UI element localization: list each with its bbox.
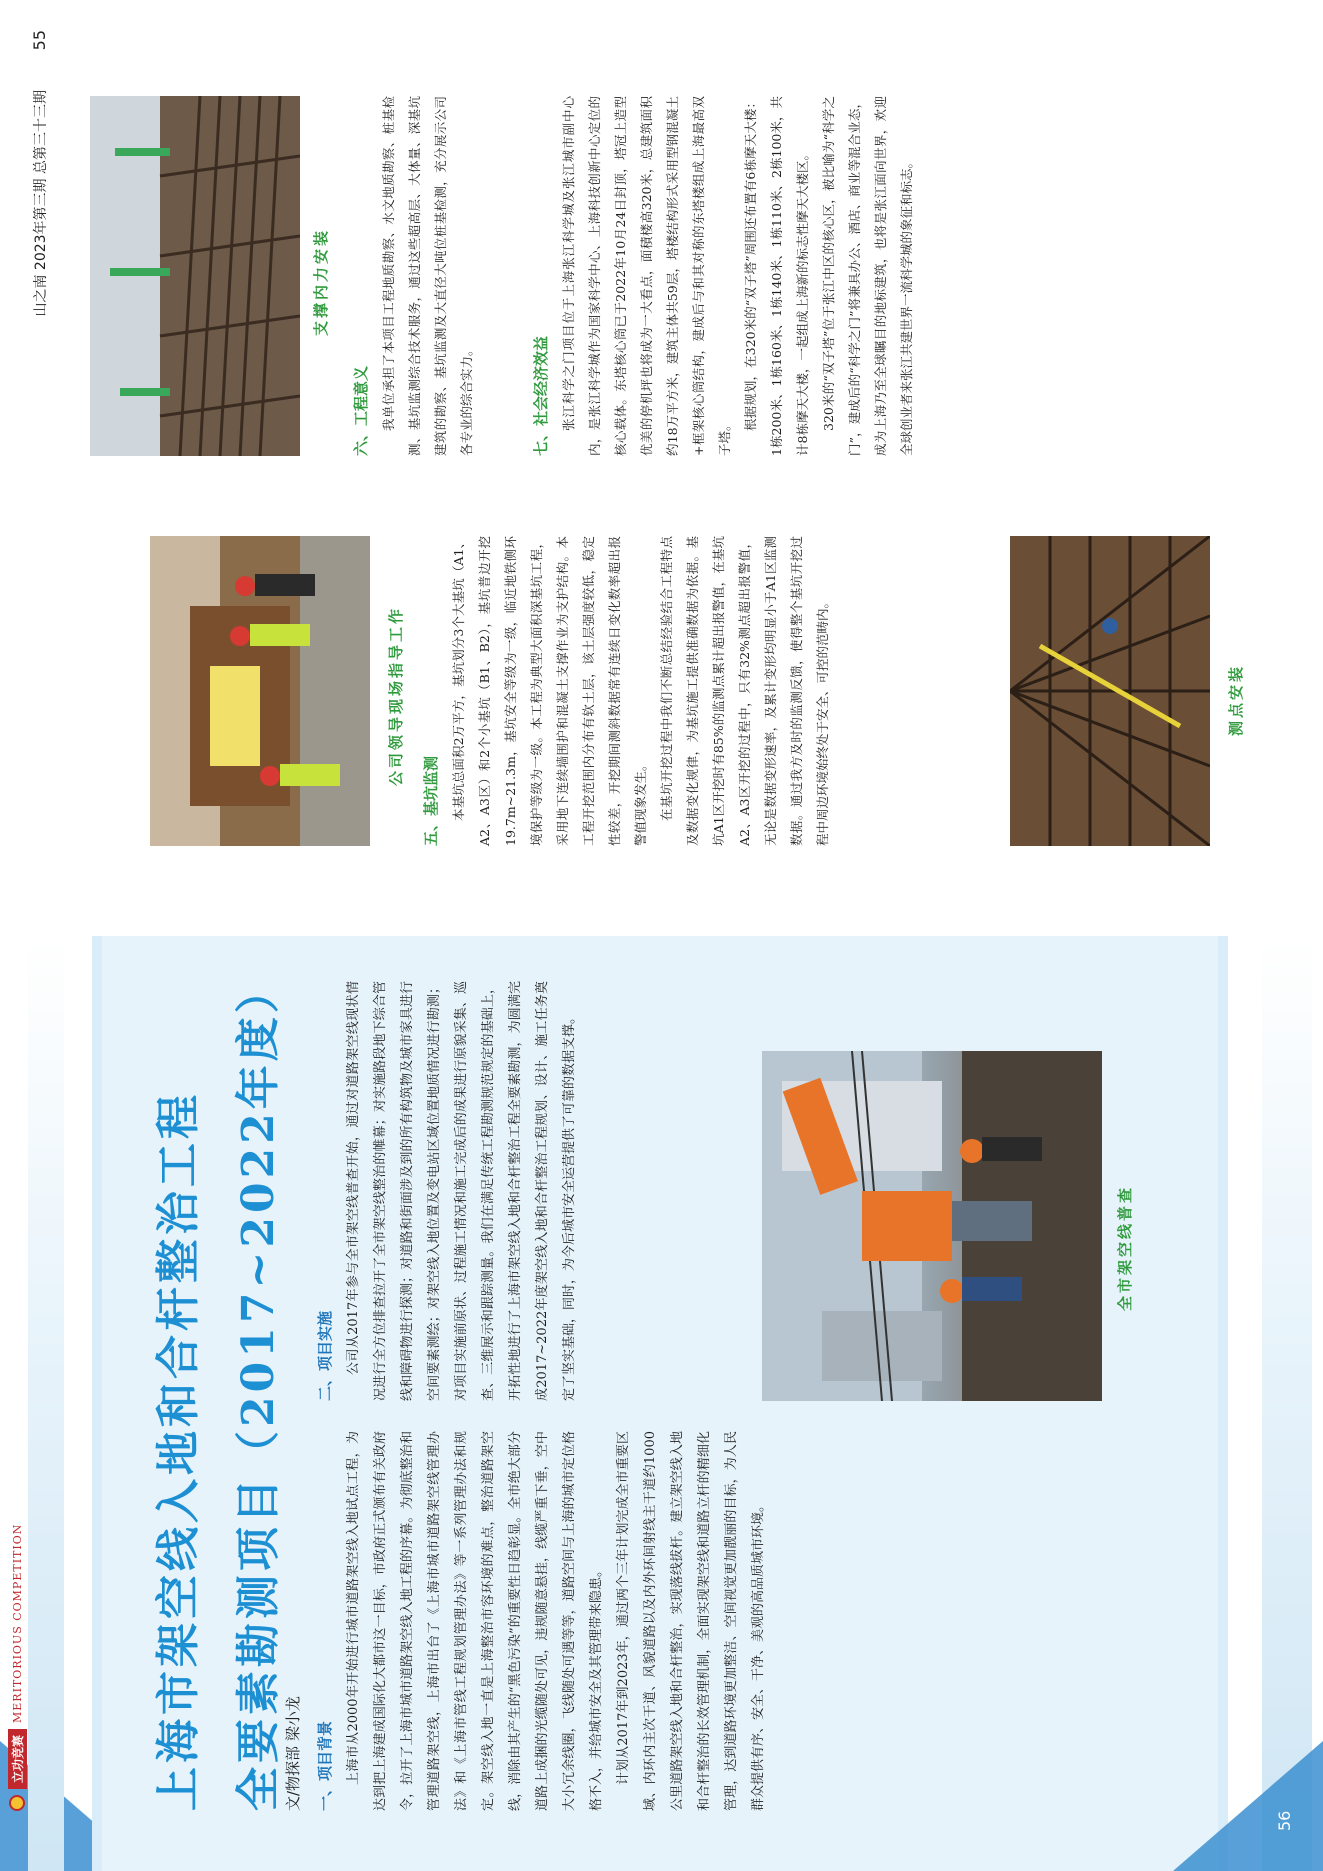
journal-header: 山之南 2023年第三期 总第三十三期	[33, 90, 49, 317]
author: 文/物探部 梁小龙	[284, 1696, 302, 1811]
section6-heading: 六、工程意义	[352, 365, 370, 456]
section5-paragraph: 在基坑开挖过程中我们不断总结经验结合工程特点及数据变化规律，为基坑施工提供准确数据为依据。基坑A1区开挖时有85%的监测点累计超出报警值，在基坑A2、A3区开挖的过程中，只有32%测点超出报警值，无论是数据变形速率，及累计变形均明显小于A1区监测数据。通过我方及时的监测反馈，使得整个基坑开挖过程中周边环境始终处于安全、可控的范畴内。	[659, 536, 830, 846]
section6-body	[376, 96, 480, 456]
decorative-band	[28, 936, 64, 1871]
section7-paragraph: 张江科学之门项目位于上海张江科学城及张江城市副中心内，是张江科学城作为国家科学中心、上海科技创新中心定位的核心载体。东塔核心筒已于2022年10月24日封顶，塔冠上造型优美的停机坪也将成为一大看点，面積楼高320米，总建筑面积约18万平方米，建筑主体共59层，塔楼结构形式采用型钢混凝土+框架核心筒结构，建成后与和其对称的东塔楼组成上海最高双子塔。	[561, 96, 732, 456]
section1-heading: 一、项目背景	[316, 1720, 334, 1811]
decorative-band	[92, 936, 102, 1871]
series-tag	[6, 1524, 28, 1811]
section6-paragraph: 我单位承担了本项目工程地质勘察、水文地质勘察、桩基检测、基坑监测综合技术服务，通过这些超高层、大体量、深基坑建筑的勘察、基坑监测及大直径大吨位桩基检测，充分展示公司各专业的综合实力。	[381, 96, 474, 456]
section2-paragraph: 公司从2017年参与全市架空线普查开始，通过对道路架空线现状情况进行全方位排查拉开了全市架空线整治的帷幕；对实施路段地下综合管线和障碍物进行探测；对道路和街面涉及到的所有构筑物及城市家具进行空间要素测绘；对架空线入地位置及变电站区域位置地质情况进行勘测；对项目实施前原状、过程施工情况和施工完成后的成果进行原貌采集、巡查、三维展示和跟踪测量。我们在满足传统工程勘测规范规定的基础上，开拓性地进行了上海市架空线入地和合杆整治工程全要素勘测，为圆满完成2017~2022年度架空线入地和合杆整治工程规划、设计、施工任务奠定了坚实基础，同时，为今后城市安全运营提供了可靠的数据支撑。	[346, 981, 577, 1401]
photo1-caption: 公司领导现场指导工作	[387, 605, 405, 786]
section7-paragraph: 根据规划，在320米的“双子塔”周围还布置有6栋摩天大楼：1栋200米、1栋160米、1栋140米、1栋110米、2栋100米，共计8栋摩天大楼，一起组成上海新的标志性摩天大楼区。	[743, 96, 810, 456]
section1-paragraph: 计划从2017年到2023年，通过两个三年计划完成全市重要区域、内环内主次干道、风貌道路以及内外环间射线主干道约1000公里道路架空线入地和合杆整治，实现落线拔杆。建立架空线入地和合杆整治的长效管理机制，全面实现架空线和道路立杆的精细化管理，达到道路环境更加整洁、空间视觉更加靓丽的目标，为人民群众提供有序、安全、干净、美观的高品质城市环境。	[616, 1431, 766, 1811]
decorative-band	[1262, 936, 1312, 1871]
article-title-block	[142, 965, 286, 1811]
section7-paragraph: 320米的“双子塔”位于张江中区的核心区，被比喻为“科学之门”，建成后的“科学之门”将兼具办公、酒店、商业等混合业态，成为上海乃至全球瞩目的地标建筑，也将是张江面向世界，欢迎全球创业者来张江共建世界一流科学城的象征和标志。	[821, 96, 914, 456]
photo-caption: 全市架空线普查	[1116, 1184, 1134, 1311]
left-page	[0, 936, 1323, 1871]
photo-illustration	[762, 1051, 1102, 1401]
photo-illustration	[150, 536, 370, 846]
section2-heading: 二、项目实施	[316, 1310, 334, 1401]
photo-measurement-point	[1010, 536, 1210, 846]
photo-support-installation	[90, 96, 300, 456]
photo3-caption: 测点安装	[1227, 663, 1245, 736]
photo-leadership-visit	[150, 536, 370, 846]
section7-body	[556, 96, 920, 456]
section5-paragraph: 本基坑总面积2万平方，基坑划分3个大基坑（A1、A2、A3区）和2个小基坑（B1、B2），基坑普边开挖19.7m~21.3m，基坑安全等级为一级，临近地铁侧环境保护等级为一级。本工程为典型大面积深基坑工程，采用地下连续墙围护和混凝土支撑作业为支护结构。本工程开挖范围内分布有软土层，该土层强度较低，稳定性较差，开挖期间测斜数据常有连续日变化数率超出报警值现象发生。	[451, 536, 648, 846]
article-title-line2: 全要素勘测项目（2017~2022年度）	[233, 965, 284, 1811]
page-number-left: 56	[1275, 1810, 1294, 1831]
article-title-line1: 上海市架空线入地和合杆整治工程	[153, 1091, 204, 1811]
page-number-right: 55	[30, 30, 49, 51]
section1-body	[340, 1431, 772, 1811]
section5-body	[446, 536, 836, 846]
decorative-band	[1218, 936, 1228, 1871]
section5-heading: 五、基坑监测	[422, 755, 440, 846]
article-panel	[102, 936, 1218, 1871]
section1-paragraph: 上海市从2000年开始进行城市道路架空线入地试点工程，为达到把上海建成国际化大都市这一目标，市政府正式颁布有关政府令，拉开了上海市城市道路架空线入地工程的序幕。为彻底整治和管理道路架空线，上海市出台了《上海市城市道路架空线管理办法》和《上海市管线工程规划管理办法》等一系列管理办法和规定。架空线入地一直是上海整治市容环境的难点，整治道路架空线，消除由其产生的“黑色污染”的重要性日趋彰显。全市绝大部分道路上成捆的光缆随处可见，违规随意悬挂，线缆严重下垂，空中大小冗余线圈，飞线随处可遇等等，道路空间与上海的城市定位格格不入，并给城市安全及其管理带来隐患。	[346, 1431, 604, 1811]
section7-heading: 七、社会经济效益	[532, 335, 550, 456]
series-label: 立功竞赛	[8, 1729, 27, 1789]
photo-overhead-line-survey	[762, 1051, 1102, 1401]
series-label-en: MERITORIOUS COMPETITION	[10, 1523, 24, 1723]
photo2-caption: 支撑内力安装	[312, 227, 330, 336]
photo-illustration	[1010, 536, 1210, 846]
series-logo-icon	[9, 1795, 25, 1811]
section2-body	[340, 981, 583, 1401]
photo-illustration	[90, 96, 300, 456]
corner-decoration	[1173, 1741, 1323, 1871]
